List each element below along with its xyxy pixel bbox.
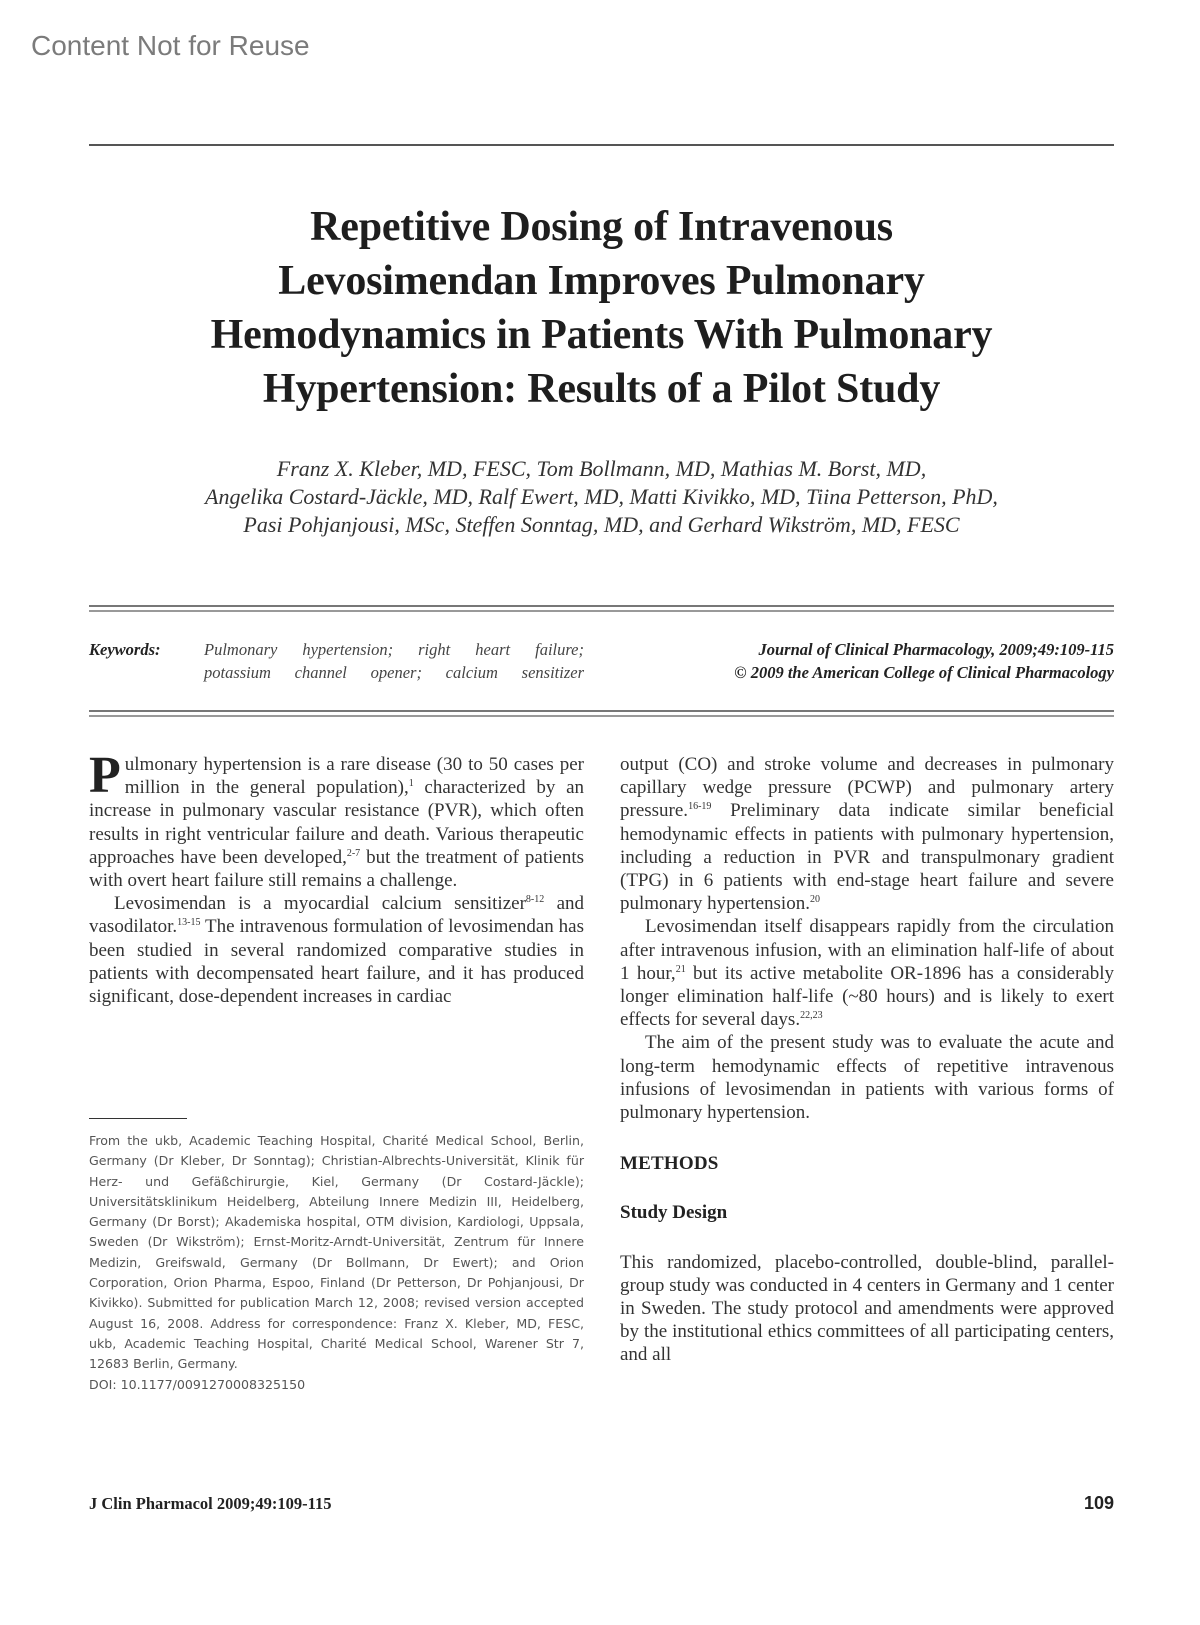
- paragraph-text: but the treatment of patients with overt heart failure still remains a challenge.: [89, 846, 585, 892]
- title-line: Levosimendan Improves Pulmonary: [278, 258, 925, 304]
- keywords-label: Keywords:: [89, 640, 161, 659]
- section-heading-methods: METHODS: [620, 1153, 719, 1175]
- subsection-heading-study-design: Study Design: [620, 1202, 728, 1224]
- footnote-rule: [89, 1118, 187, 1119]
- article-title: [89, 200, 1114, 416]
- drop-cap: P: [89, 747, 121, 804]
- title-line: Repetitive Dosing of Intravenous: [310, 204, 893, 250]
- paragraph-text: characterized by an increase in pulmonary vascular resistance (PVR), which often results in right ventricular failure and death. Various therapeutic approaches have been developed,: [89, 777, 584, 868]
- paragraph-text: Levosimendan is a myocardial calcium sensitizer: [114, 893, 526, 915]
- affiliation-footnote: [89, 1131, 584, 1395]
- body-paragraph: [620, 915, 1114, 1031]
- citation-ref: 1: [408, 778, 414, 790]
- copyright-notice: © 2009 the American College of Clinical Pharmacology: [734, 663, 1114, 682]
- title-line: Hypertension: Results of a Pilot Study: [262, 366, 941, 412]
- paragraph-text: ulmonary hypertension is a rare disease (30 to 50 cases per million in the general population),: [124, 754, 584, 799]
- affiliations-text: From the ukb, Academic Teaching Hospital, Charité Medical School, Berlin, Germany (Dr Kleber, Dr Sonntag); Christian-Albrechts-Universität, Klinik für Herz- und Gefäßchirurgie, Kiel, Germany (Dr Costard-Jäckle); Universitätsklinikum Heidelberg, Abteilung Innere Medizin III, Heidelberg, Germany (Dr Borst); Akademiska hospital, OTM division, Kardiologi, Uppsala, Sweden (Dr Wikström); Ernst-Moritz-Arndt-Universität, Zentrum für Innere Medizin, Greifswald, Germany (Dr Bollmann, Dr Ewert); and Orion Corporation, Orion Pharma, Espoo, Finland (Dr Petterson, Dr Pohjanjousi, Dr Kivikko). Submitted for publication March 12, 2008; revised version accepted August 16, 2008. Address for correspondence: Franz X. Kleber, MD, FESC, ukb, Academic Teaching Hospital, Charité Medical School, Warener Str 7, 12683 Berlin, Germany.: [89, 1133, 584, 1372]
- paragraph-text: Preliminary data indicate similar beneficial hemodynamic effects in patients with pulmonary hypertension, including a reduction in PVR and transpulmonary gradient (TPG) in 6 patients with end-stage heart failure and severe pulmonary hypertension.: [620, 800, 1114, 915]
- paragraph-text: output (CO) and stroke volume and decreases in pulmonary capillary wedge pressure (PCWP) and pulmonary artery pressure.: [620, 754, 1114, 822]
- citation-ref: 20: [809, 894, 820, 906]
- author-line: Franz X. Kleber, MD, FESC, Tom Bollmann, MD, Mathias M. Borst, MD,: [276, 456, 927, 481]
- citation-ref: 16-19: [688, 801, 712, 813]
- citation-ref: 2-7: [346, 847, 361, 859]
- divider-rule: [89, 605, 1114, 612]
- author-line: Pasi Pohjanjousi, MSc, Steffen Sonntag, MD, and Gerhard Wikström, MD, FESC: [243, 512, 960, 537]
- article-meta: [89, 638, 1114, 690]
- journal-info: [734, 638, 1114, 684]
- citation-ref: 8-12: [525, 894, 545, 906]
- citation-ref: 21: [675, 963, 686, 975]
- paragraph-text: The intravenous formulation of levosimendan has been studied in several randomized comparative studies in patients with decompensated heart failure, and it has produced significant, dose-dependent increases in cardiac: [89, 916, 584, 1008]
- intro-paragraph: [89, 747, 585, 892]
- right-column: [620, 753, 1114, 1367]
- keywords-text: [204, 638, 584, 684]
- journal-citation: Journal of Clinical Pharmacology, 2009;49:109-115: [758, 640, 1114, 659]
- citation-ref: 13-15: [177, 917, 201, 929]
- paragraph-text: but its active metabolite OR-1896 has a considerably longer elimination half-life (~80 hours) and is likely to exert effects for several days.: [620, 962, 1114, 1031]
- doi-link[interactable]: DOI: 10.1177/0091270008325150: [89, 1376, 306, 1392]
- footer-citation: J Clin Pharmacol 2009;49:109-115: [89, 1494, 332, 1513]
- top-rule: [89, 144, 1114, 146]
- citation-ref: 22,23: [800, 1010, 823, 1022]
- paragraph-text: and vasodilator.: [89, 893, 585, 938]
- page-number: 109: [1083, 1493, 1114, 1513]
- left-column: [89, 747, 585, 1008]
- keywords-line: Pulmonary hypertension; right heart failure;: [204, 640, 584, 659]
- author-list: [89, 455, 1114, 539]
- body-paragraph: This randomized, placebo-controlled, double-blind, parallel-group study was conducted in 4 centers in Germany and 1 center in Sweden. The study protocol and amendments were approved by the institutional ethics committees of all participating centers, and all: [620, 1251, 1114, 1366]
- divider-rule: [89, 710, 1114, 717]
- watermark: Content Not for Reuse: [31, 30, 310, 61]
- keywords-line: potassium channel opener; calcium sensitizer: [204, 663, 584, 682]
- title-line: Hemodynamics in Patients With Pulmonary: [210, 312, 993, 358]
- body-paragraph: The aim of the present study was to evaluate the acute and long-term hemodynamic effects of repetitive intravenous infusions of levosimendan in patients with various forms of pulmonary hypertension.: [620, 1032, 1114, 1124]
- paragraph-text: Levosimendan itself disappears rapidly from the circulation after intravenous infusion, with an elimination half-life of about 1 hour,: [620, 916, 1114, 984]
- body-paragraph: [89, 892, 584, 1008]
- author-line: Angelika Costard-Jäckle, MD, Ralf Ewert, MD, Matti Kivikko, MD, Tiina Petterson, PhD,: [205, 484, 998, 509]
- body-paragraph: [620, 753, 1114, 915]
